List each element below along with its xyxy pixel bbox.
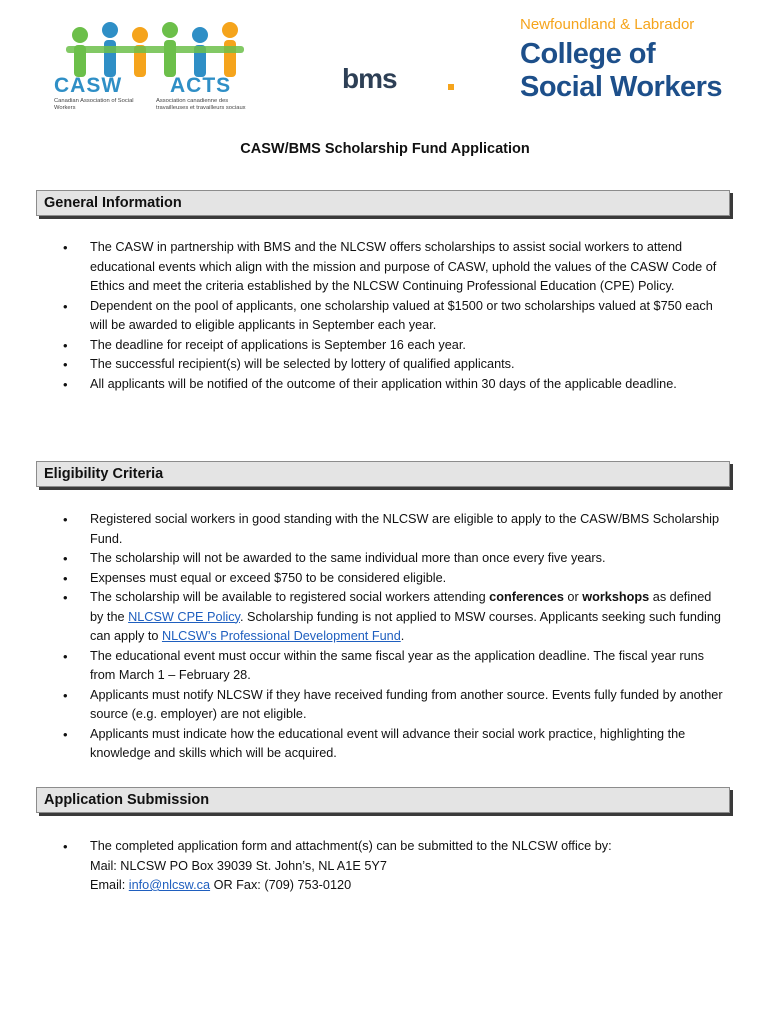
list-item-submission (63, 837, 733, 896)
text-fragment: as defined by the (90, 590, 712, 624)
nlcsw-cpe-policy-link[interactable]: NLCSW CPE Policy (128, 609, 240, 624)
list-item: • Dependent on the pool of applicants, one scholarship valued at $1500 or two scholarships valued at $750 each will be awarded to eligible applicants in September each year. (63, 297, 733, 336)
email-fax-line (90, 876, 733, 896)
fax-text: OR Fax: (709) 753-0120 (210, 878, 352, 892)
nlcsw-logo-province: Newfoundland & Labrador (520, 16, 695, 33)
workshops-bold-text: workshops (582, 590, 650, 604)
nlcsw-logo-line1: College of (520, 38, 656, 70)
section-header-application-submission: Application Submission (36, 787, 730, 813)
section-header-eligibility-criteria: Eligibility Criteria (36, 461, 730, 487)
list-item: • The educational event must occur within the same fiscal year as the application deadline. The fiscal year runs from March 1 – February 28. (63, 647, 723, 686)
text-fragment: or (563, 590, 583, 604)
list-item: • Applicants must indicate how the educational event will advance their social work practice, highlighting the knowledge and skills which will be acquired. (63, 725, 723, 764)
email-label: Email: (90, 878, 129, 892)
nlcsw-logo (520, 16, 730, 108)
casw-left-subtext: Canadian Association of Social Workers (54, 98, 134, 111)
nlcsw-logo-name (520, 38, 722, 104)
list-item: • The deadline for receipt of applications is September 16 each year. (63, 336, 733, 356)
text-fragment: The scholarship will be available to registered social workers attending (90, 590, 490, 604)
text-fragment: . (400, 629, 405, 643)
acts-right-subtext: Association canadienne des travailleuses et travailleurs sociaux (156, 98, 246, 111)
professional-development-fund-link[interactable]: NLCSW’s Professional Development Fund (161, 629, 401, 643)
casw-acts-logo (52, 18, 258, 116)
list-item: • The scholarship will not be awarded to the same individual more than once every five years. (63, 549, 723, 569)
application-submission-list (63, 837, 733, 896)
text-fragment: . Scholarship funding is not applied to MSW courses. Applicants seeking such funding can apply to (90, 609, 721, 643)
list-item: • Expenses must equal or exceed $750 to be considered eligible. (63, 569, 723, 589)
list-item-conferences-workshops (63, 588, 723, 647)
section-header-general-information: General Information (36, 190, 730, 216)
bms-logo-text: bms (342, 63, 397, 94)
casw-left-text: CASW (54, 74, 123, 97)
nlcsw-logo-line2: Social Workers (520, 71, 723, 103)
submission-line: • The completed application form and attachment(s) can be submitted to the NLCSW office by: (90, 839, 612, 853)
bms-dot (448, 84, 454, 90)
list-item: • The successful recipient(s) will be selected by lottery of qualified applicants. (63, 355, 733, 375)
list-item: • The CASW in partnership with BMS and the NLCSW offers scholarships to assist social workers to attend educational events which align with the mission and purpose of CASW, uphold the values of the CASW Code of Ethics and meet the criteria established by the NLCSW Continuing Professional Education (CPE) Policy. (63, 238, 733, 297)
general-information-list (63, 238, 733, 394)
list-item: • All applicants will be notified of the outcome of their application within 30 days of the applicable deadline. (63, 375, 733, 395)
document-title: CASW/BMS Scholarship Fund Application (240, 141, 530, 157)
acts-right-text: ACTS (170, 74, 232, 97)
bms-logo (338, 64, 466, 96)
list-item: • Registered social workers in good standing with the NLCSW are eligible to apply to the CASW/BMS Scholarship Fund. (63, 510, 723, 549)
eligibility-criteria-list (63, 510, 723, 764)
mail-address-line: Mail: NLCSW PO Box 39039 St. John’s, NL A1E 5Y7 (90, 858, 387, 873)
conferences-bold-text: conferences (489, 590, 564, 604)
list-item: • Applicants must notify NLCSW if they have received funding from another source. Events fully funded by another source (e.g. employer) are not eligible. (63, 686, 723, 725)
email-link[interactable]: info@nlcsw.ca (128, 878, 211, 892)
